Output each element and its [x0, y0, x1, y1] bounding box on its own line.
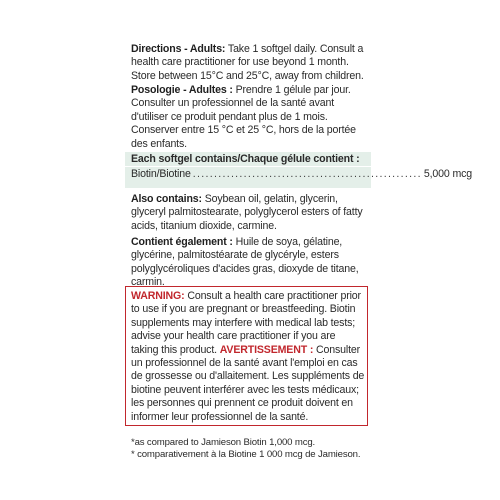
- also-contains-french: [131, 236, 369, 290]
- directions-english: [131, 43, 369, 83]
- directions-english-text: Take 1 softgel daily. Consult a health care practitioner for use beyond 1 month. Store between 15°C and 25°C, away from children.: [131, 43, 364, 82]
- footnotes: [131, 437, 391, 461]
- warning-text-french: Consulter un professionnel de la santé avant l'emploi en cas de grossesse ou d'allaitement. Les suppléments de biotine peuvent interférer avec les tests médicaux; les personnes qui prennent ce produit doivent en informer leur professionnel de la santé.: [131, 343, 365, 423]
- warning-panel: [125, 286, 368, 426]
- also-contains-english: [131, 193, 369, 233]
- ingredients-panel: [125, 152, 473, 188]
- directions-english-heading: Directions - Adults:: [131, 43, 226, 55]
- warning-heading-french: AVERTISSEMENT :: [219, 343, 314, 356]
- warning-text: [131, 290, 365, 424]
- also-contains-french-text: Huile de soya, gélatine, glycérine, palmitostéarate de glycéryle, esters polyglycéroliques d'acides gras, dioxyde de titane, carmin.: [131, 236, 359, 289]
- ingredient-row: [131, 168, 473, 180]
- footnote-english: *as compared to Jamieson Biotin 1,000 mcg.: [131, 437, 316, 448]
- directions-french: [131, 84, 369, 151]
- ingredient-leader-dots: ......................................................: [192, 168, 422, 180]
- ingredient-amount: 5,000 mcg: [423, 168, 473, 180]
- also-contains-french-heading: Contient également :: [131, 236, 233, 248]
- directions-french-heading: Posologie - Adultes :: [131, 84, 233, 96]
- also-contains-english-text: Soybean oil, gelatin, glycerin, glyceryl palmitostearate, polyglycerol esters of fatty acids, titanium dioxide, carmine.: [131, 193, 363, 232]
- ingredients-divider: [125, 166, 371, 167]
- also-contains-english-heading: Also contains:: [131, 193, 202, 205]
- footnote-french: * comparativement à la Biotine 1 000 mcg de Jamieson.: [131, 449, 361, 460]
- directions-french-text: Prendre 1 gélule par jour. Consulter un professionnel de la santé avant d'utiliser ce produit pendant plus de 1 mois. Conserver entre 15 °C et 25 °C, hors de la portée des enfants.: [131, 84, 356, 150]
- warning-text-english: Consult a health care practitioner prior to use if you are pregnant or breastfeeding. Biotin supplements may interfere with medical lab tests; advise your health care practitioner if you are taking this product.: [131, 290, 361, 356]
- ingredient-name: Biotin/Biotine: [131, 168, 191, 180]
- warning-heading-english: WARNING:: [131, 290, 185, 302]
- ingredients-heading: Each softgel contains/Chaque gélule contient :: [131, 153, 360, 165]
